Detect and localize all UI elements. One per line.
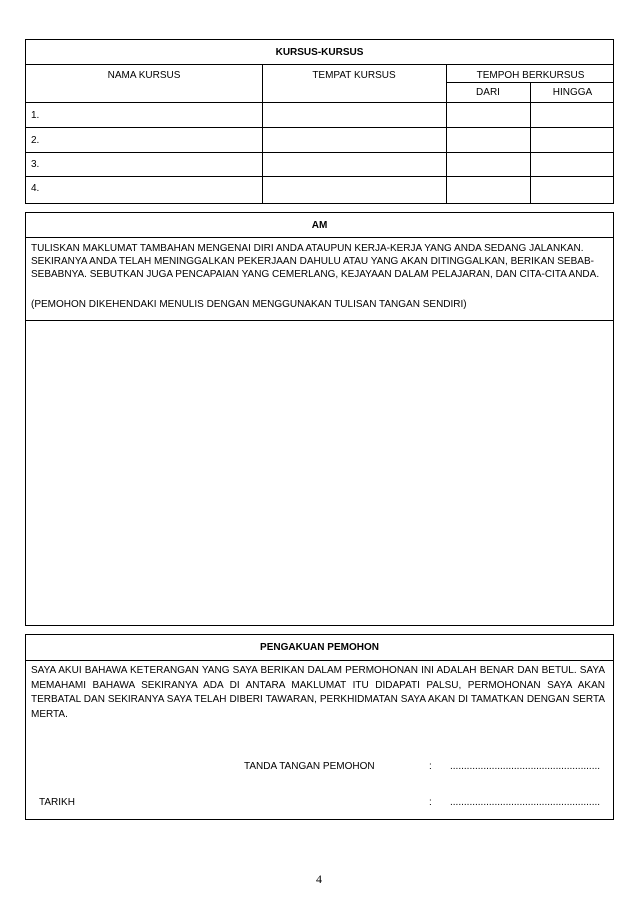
date-field[interactable]: ...................................................... [450,797,601,808]
signature-colon: : [429,761,432,772]
kursus-row-1: 1. [31,110,40,121]
signature-label: TANDA TANGAN PEMOHON [244,761,375,772]
kursus-row-4: 4. [31,183,40,194]
col-tempat-kursus: TEMPAT KURSUS [312,70,396,81]
pengakuan-section [25,634,614,820]
am-note: (PEMOHON DIKEHENDAKI MENULIS DENGAN MENGGUNAKAN TULISAN TANGAN SENDIRI) [31,299,467,310]
kursus-title: KURSUS-KURSUS [275,47,364,58]
date-colon: : [429,797,432,808]
pengakuan-statement: SAYA AKUI BAHAWA KETERANGAN YANG SAYA BERIKAN DALAM PERMOHONAN INI ADALAH BENAR DAN BETUL. SAYA MEMAHAMI BAHAWA SEKIRANYA ADA DI ANTARA MAKLUMAT ITU DIDAPATI PALSU, PERMOHONAN SAYA AKAN TERBATAL DAN SEKIRANYA SAYA TELAH DIBERI TAWARAN, PERKHIDMATAN SAYA AKAN DI TAMATKAN DENGAN SERTA MERTA. [31,665,605,720]
signature-field[interactable]: ...................................................... [450,761,601,772]
kursus-row-2: 2. [31,135,40,146]
col-nama-kursus: NAMA KURSUS [107,70,181,81]
am-section [25,212,614,626]
col-dari: DARI [476,87,500,98]
am-writing-area[interactable] [26,321,613,625]
am-instruction: TULISKAN MAKLUMAT TAMBAHAN MENGENAI DIRI ANDA ATAUPUN KERJA-KERJA YANG ANDA SEDANG JALANKAN. SEKIRANYA ANDA TELAH MENINGGALKAN PEKERJAAN DAHULU ATAU YANG AKAN DITINGGALKAN, BERIKAN SEBAB-SEBABNYA. SEBUTKAN JUGA PENCAPAIAN YANG CEMERLANG, KEJAYAAN DALAM PELAJARAN, DAN CITA-CITA ANDA. [31,243,600,280]
col-tempoh-berkursus: TEMPOH BERKURSUS [476,70,585,81]
kursus-table [25,39,614,204]
page-number: 4 [316,872,322,886]
col-hingga: HINGGA [552,87,593,98]
pengakuan-title: PENGAKUAN PEMOHON [260,642,379,653]
am-title: AM [311,220,328,231]
kursus-row-3: 3. [31,159,40,170]
date-label: TARIKH [39,797,75,808]
